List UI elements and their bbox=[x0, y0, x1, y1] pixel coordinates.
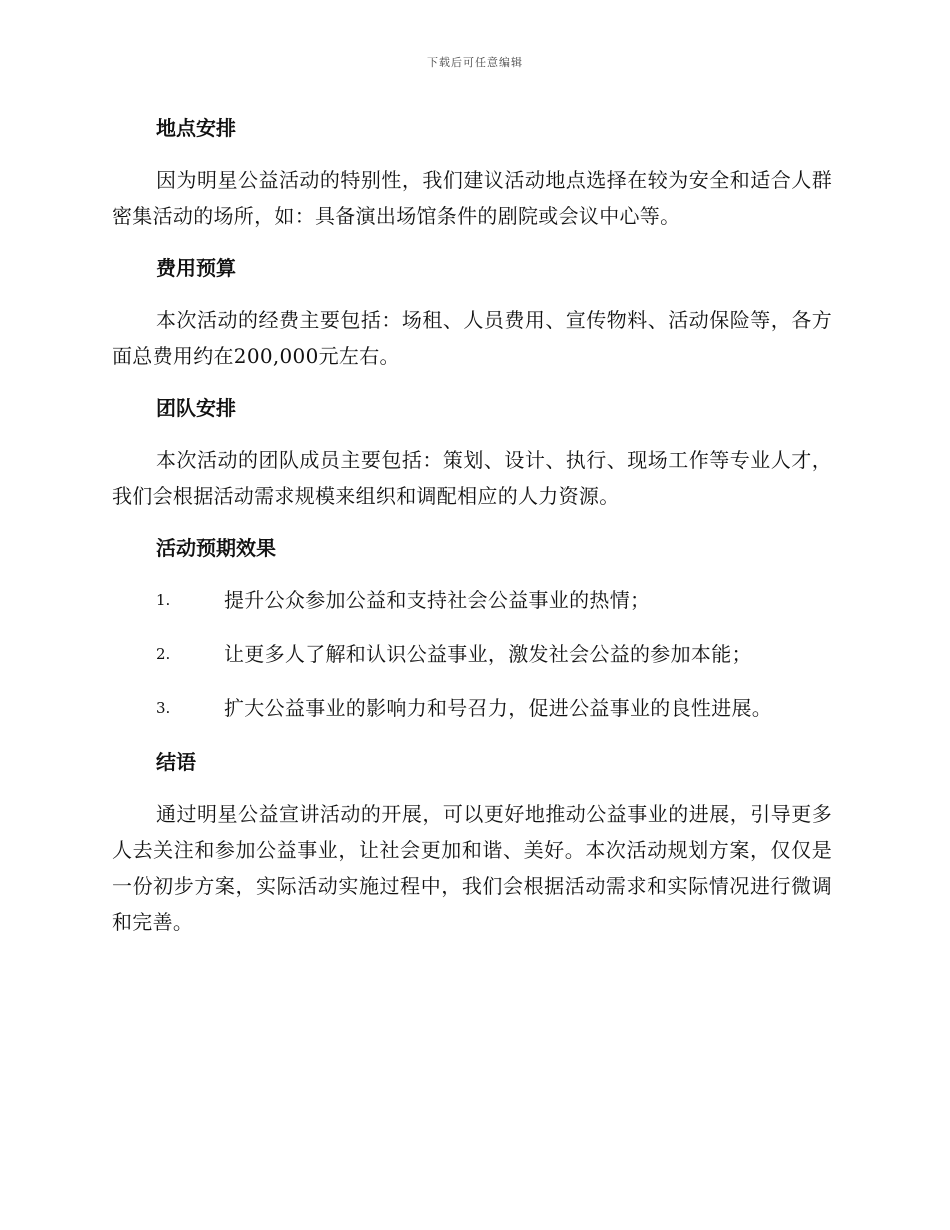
list-item bbox=[112, 690, 832, 726]
section-heading-team: 团队安排 bbox=[156, 396, 236, 420]
list-item bbox=[112, 582, 832, 618]
document-body bbox=[112, 110, 832, 956]
section-heading-conclusion: 结语 bbox=[156, 750, 196, 774]
section-heading-budget: 费用预算 bbox=[156, 256, 236, 280]
section-paragraph-budget: 本次活动的经费主要包括：场租、人员费用、宣传物料、活动保险等，各方面总费用约在200,000元左右。 bbox=[112, 308, 832, 368]
list-item-text: 提升公众参加公益和支持社会公益事业的热情； bbox=[224, 588, 651, 612]
list-item-number: 3. bbox=[156, 699, 171, 717]
section-heading-expected-effects: 活动预期效果 bbox=[156, 536, 276, 560]
list-item-number: 1. bbox=[156, 591, 171, 609]
list-item-text: 扩大公益事业的影响力和号召力，促进公益事业的良性进展。 bbox=[224, 696, 773, 720]
section-heading-venue: 地点安排 bbox=[156, 116, 236, 140]
section-paragraph-conclusion: 通过明星公益宣讲活动的开展，可以更好地推动公益事业的进展，引导更多人去关注和参加公益事业，让社会更加和谐、美好。本次活动规划方案，仅仅是一份初步方案，实际活动实施过程中，我们会根据活动需求和实际情况进行微调和完善。 bbox=[112, 802, 832, 934]
section-paragraph-venue: 因为明星公益活动的特别性，我们建议活动地点选择在较为安全和适合人群密集活动的场所，如：具备演出场馆条件的剧院或会议中心等。 bbox=[112, 168, 832, 228]
list-item bbox=[112, 636, 832, 672]
section-paragraph-team: 本次活动的团队成员主要包括：策划、设计、执行、现场工作等专业人才，我们会根据活动需求规模来组织和调配相应的人力资源。 bbox=[112, 448, 832, 508]
list-item-number: 2. bbox=[156, 645, 171, 663]
page-header: 下载后可任意编辑 bbox=[427, 56, 523, 69]
list-item-text: 让更多人了解和认识公益事业，激发社会公益的参加本能； bbox=[224, 642, 752, 666]
